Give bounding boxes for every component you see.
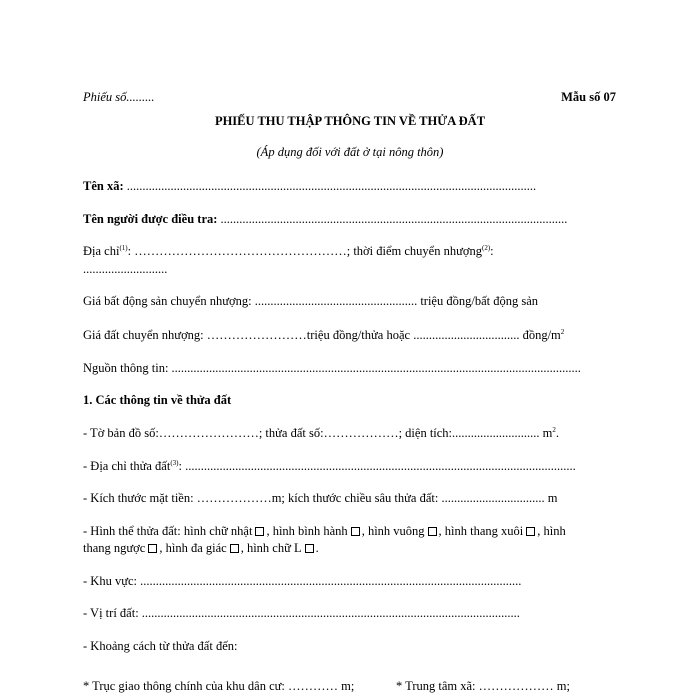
hinh-the-line-1 bbox=[83, 524, 566, 539]
ten-nguoi-line bbox=[83, 212, 567, 227]
to-ban-do-text[interactable]: - Tờ bản đồ số:……………………; thửa đất số:………………; diện tích:............................ m bbox=[83, 426, 553, 440]
ten-xa-line bbox=[83, 179, 536, 194]
gia-dat-m2-field[interactable]: .................................. bbox=[413, 328, 520, 342]
dia-chi-field[interactable]: : ……………………………………………; thời điểm chuyển nhượng bbox=[127, 244, 482, 258]
gia-dat-unit: đồng/m bbox=[519, 328, 561, 342]
footnote-2: (2) bbox=[481, 243, 491, 252]
footnote-3: (3) bbox=[170, 458, 179, 467]
checkbox-hinh-binh-hanh[interactable] bbox=[351, 527, 360, 536]
checkbox-hinh-thang-xuoi[interactable] bbox=[526, 527, 535, 536]
gia-bds-field[interactable]: .................................................... bbox=[254, 294, 418, 308]
gia-dat-label: Giá đất chuyển nhượng: bbox=[83, 328, 207, 342]
kich-thuoc-line[interactable]: - Kích thước mặt tiền: ………………m; kích thước chiều sâu thửa đất: ................................. m bbox=[83, 491, 558, 505]
shape-option-label: hình bình hành bbox=[272, 524, 348, 538]
dia-chi-thua-label: - Địa chỉ thửa đất bbox=[83, 459, 171, 473]
section1-heading: 1. Các thông tin về thửa đất bbox=[83, 393, 232, 407]
gia-dat-thua-field[interactable]: …………………… bbox=[206, 328, 307, 342]
hinh-the-label: - Hình thể thửa đất: bbox=[83, 524, 184, 538]
comma: , bbox=[537, 524, 541, 538]
ten-nguoi-label: Tên người được điều tra: bbox=[83, 212, 218, 226]
comma: , bbox=[361, 524, 365, 538]
trung-tam-xa-line[interactable]: * Trung tâm xã: ……………… m; bbox=[396, 679, 570, 693]
dia-chi-thua-field[interactable]: : ............................................................................................................................. bbox=[178, 459, 576, 473]
khu-vuc-line[interactable]: - Khu vực: .......................................................................................................................... bbox=[83, 574, 522, 588]
vi-tri-line[interactable]: - Vị trí đất: ......................................................................................................................... bbox=[83, 606, 520, 620]
square-sup: 2 bbox=[560, 327, 565, 336]
nguon-line bbox=[83, 361, 581, 376]
shape-option-label: hình chữ nhật bbox=[183, 524, 253, 538]
shape-option-label: hình thang xuôi bbox=[444, 524, 524, 538]
comma: , bbox=[159, 541, 163, 555]
square-sup: 2 bbox=[552, 425, 556, 434]
checkbox-hinh-vuong[interactable] bbox=[428, 527, 437, 536]
footnote-1: (1) bbox=[119, 243, 128, 252]
shape-option-label: hình bbox=[543, 524, 566, 538]
dia-chi-line bbox=[83, 244, 494, 259]
period: . bbox=[555, 426, 560, 440]
nguon-label: Nguồn thông tin: bbox=[83, 361, 172, 375]
nguon-field[interactable]: ................................................................................................................................... bbox=[171, 361, 581, 375]
comma: , bbox=[266, 524, 270, 538]
period: . bbox=[315, 541, 319, 555]
shape-option-label: hình vuông bbox=[367, 524, 425, 538]
form-subtitle: (Áp dụng đối với đất ở tại nông thôn) bbox=[256, 145, 444, 159]
ten-xa-label: Tên xã: bbox=[83, 179, 124, 193]
dia-chi-thua-line bbox=[83, 459, 576, 474]
checkbox-hinh-da-giac[interactable] bbox=[230, 544, 239, 553]
ten-xa-field[interactable]: ................................................................................................................................... bbox=[126, 179, 537, 193]
comma: , bbox=[240, 541, 244, 555]
mau-so: Mẫu số 07 bbox=[561, 90, 616, 104]
thoi-diem-field[interactable]: ........................... bbox=[83, 262, 168, 276]
ten-nguoi-field[interactable]: ............................................................................................................... bbox=[220, 212, 568, 226]
form-title: PHIẾU THU THẬP THÔNG TIN VỀ THỬA ĐẤT bbox=[214, 114, 486, 128]
gia-dat-mid: triệu đồng/thửa hoặc bbox=[306, 328, 414, 342]
checkbox-hinh-thang-nguoc[interactable] bbox=[148, 544, 157, 553]
checkbox-hinh-chu-nhat[interactable] bbox=[255, 527, 264, 536]
checkbox-hinh-chu-l[interactable] bbox=[305, 544, 314, 553]
gia-dat-line bbox=[83, 328, 564, 343]
khoang-cach-label: - Khoảng cách từ thửa đất đến: bbox=[83, 639, 238, 653]
comma: , bbox=[438, 524, 442, 538]
colon: : bbox=[490, 244, 494, 258]
shape-option-label: hình chữ L bbox=[246, 541, 302, 555]
dia-chi-label: Địa chỉ bbox=[83, 244, 120, 258]
phieu-so: Phiếu số......... bbox=[83, 90, 155, 104]
hinh-the-line-2 bbox=[83, 541, 319, 556]
shape-option-label: hình đa giác bbox=[165, 541, 227, 555]
gia-bds-line bbox=[83, 294, 538, 309]
gia-bds-unit: triệu đồng/bất động sản bbox=[417, 294, 539, 308]
to-ban-do-line[interactable] bbox=[83, 426, 559, 441]
gia-bds-label: Giá bất động sản chuyển nhượng: bbox=[83, 294, 255, 308]
truc-giao-thong-line[interactable]: * Trục giao thông chính của khu dân cư: ………… m; bbox=[83, 679, 355, 693]
shape-option-label: thang ngược bbox=[83, 541, 146, 555]
